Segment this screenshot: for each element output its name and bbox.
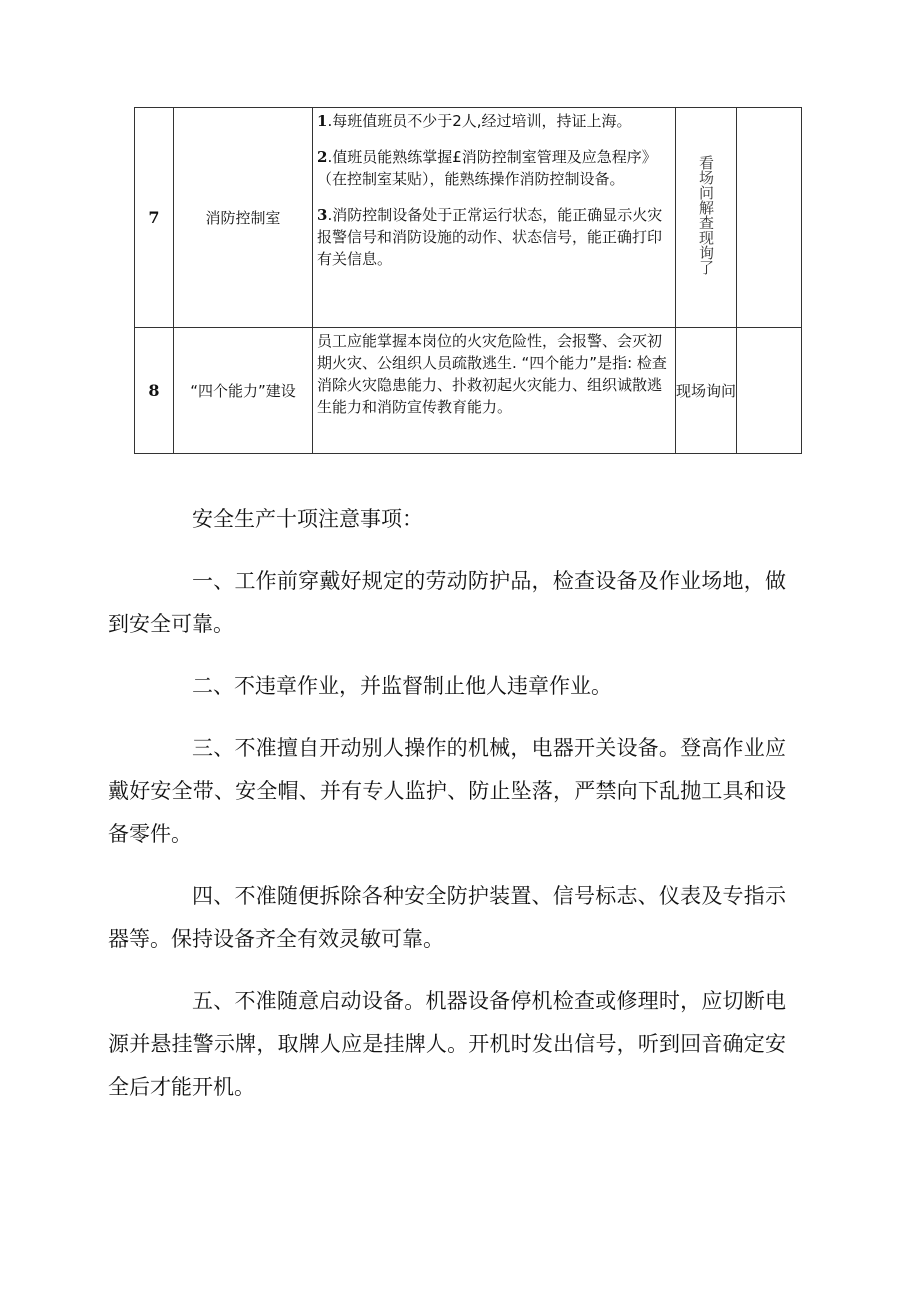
- result-cell: [737, 108, 802, 328]
- note-item: 三、不准擅自开动别人操作的机械，电器开关设备。登高作业应戴好安全带、安全帽、并有专人监护、防止坠落，严禁向下乱抛工具和设备零件。: [108, 736, 786, 846]
- note-item: 一、工作前穿戴好规定的劳动防护品，检查设备及作业场地，做到安全可靠。: [108, 569, 786, 636]
- requirement-line: 员工应能掌握本岗位的火灾危险性，会报警、会灭初期火灾、公组织人员疏散逃生. “四个能力”是指: 检查消除火灾隐患能力、扑救初起火灾能力、组织诚散逃生能力和消防宣传教育能力。: [317, 332, 667, 416]
- table-row: [135, 328, 802, 454]
- note-item: 二、不违章作业，并监督制止他人违章作业。: [192, 674, 612, 698]
- requirement-line: 1.每班值班员不少于2人,经过培训，持证上海。: [317, 112, 632, 130]
- requirements-cell: [313, 328, 676, 454]
- requirements-cell: [313, 108, 676, 328]
- table-row: [135, 108, 802, 328]
- inspection-item: “四个能力”建设: [174, 328, 313, 454]
- safety-notes: [108, 498, 786, 1128]
- inspection-item: 消防控制室: [174, 108, 313, 328]
- method-text: 看场问解查现询了: [697, 154, 715, 275]
- inspection-method: [676, 108, 737, 328]
- notes-heading: 安全生产十项注意事项：: [192, 507, 423, 531]
- inspection-method: 现场询问: [676, 328, 737, 454]
- note-item: 四、不准随便拆除各种安全防护装置、信号标志、仪表及专指示器等。保持设备齐全有效灵敏可靠。: [108, 884, 786, 951]
- note-item: 五、不准随意启动设备。机器设备停机检查或修理时，应切断电源并悬挂警示牌，取牌人应是挂牌人。开机时发出信号，听到回音确定安全后才能开机。: [108, 989, 786, 1099]
- inspection-table: [134, 107, 802, 454]
- row-number: 7: [135, 108, 174, 328]
- result-cell: [737, 328, 802, 454]
- row-number: 8: [135, 328, 174, 454]
- requirement-line: 2.值班员能熟练掌握£消防控制室管理及应急程序》（在控制室某贴），能熟练操作消防控制设备。: [317, 148, 657, 188]
- requirement-line: 3.消防控制设备处于正常运行状态，能正确显示火灾报警信号和消防设施的动作、状态信号，能正确打印有关信息。: [317, 206, 663, 268]
